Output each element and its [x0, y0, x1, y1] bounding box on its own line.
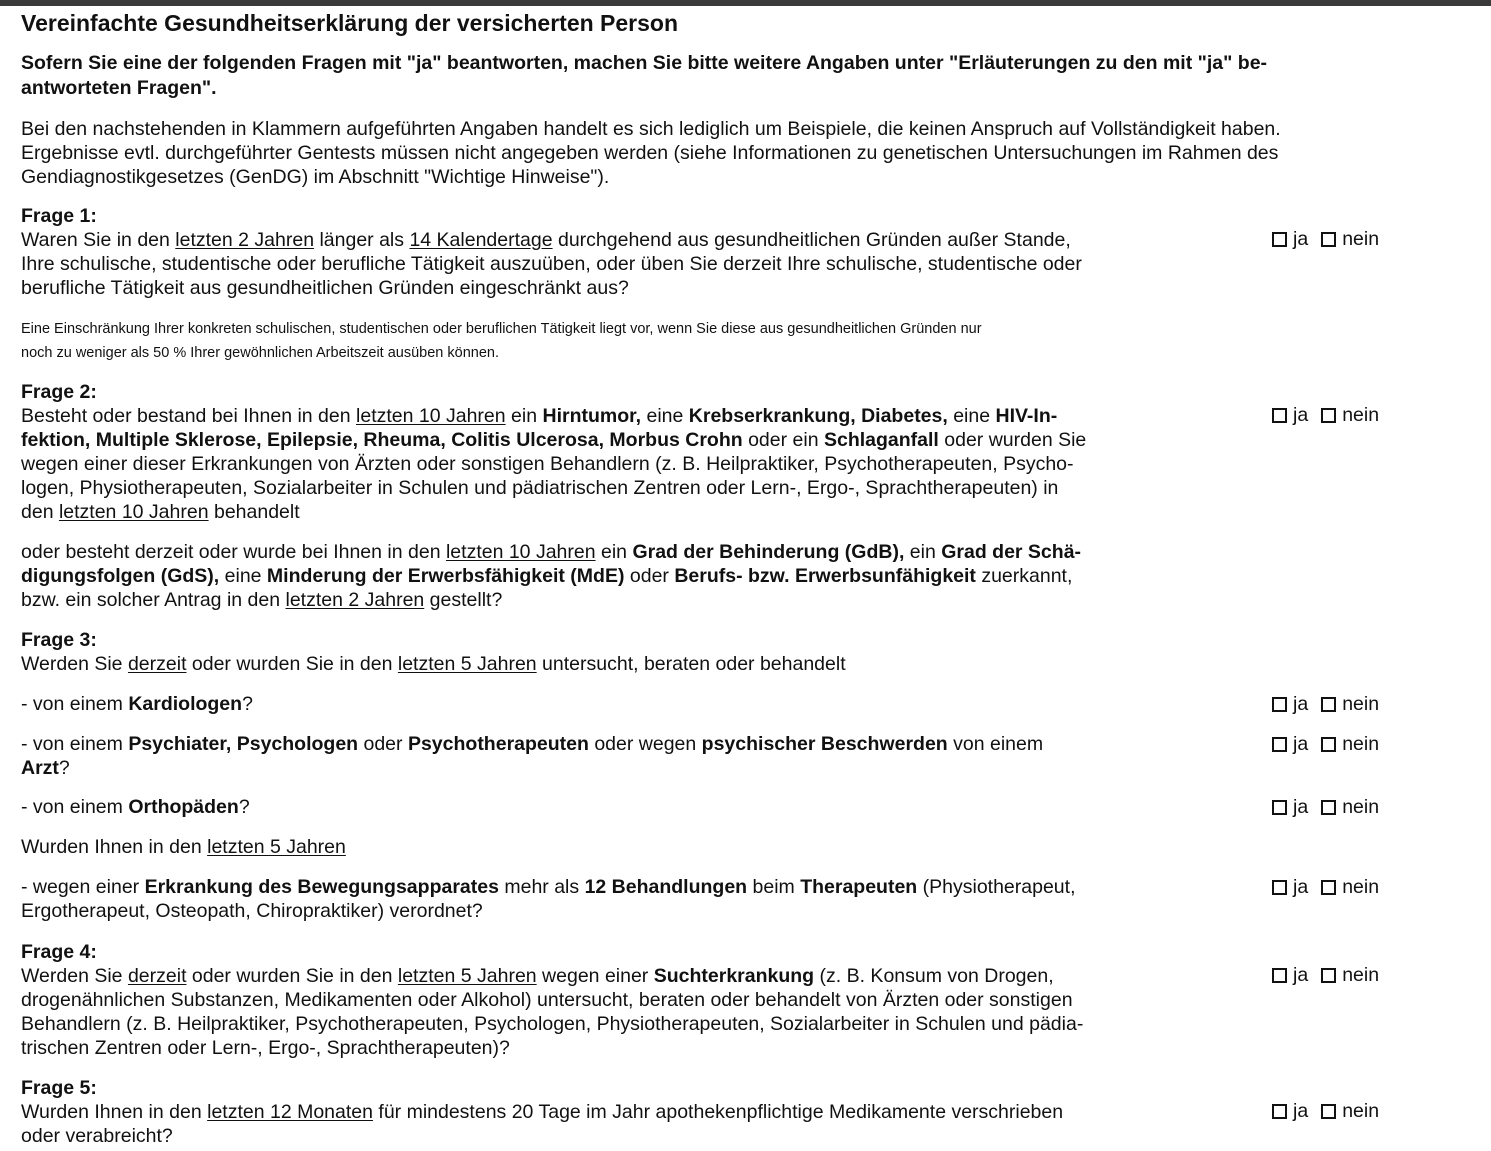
checkbox-box: [1321, 737, 1336, 752]
checkbox-box: [1321, 697, 1336, 712]
question-3c-nein-checkbox[interactable]: nein: [1321, 795, 1379, 819]
question-2-line-1: Besteht oder bestand bei Ihnen in den letzten 10 Jahren ein Hirntumor, eine Krebserkrankung, Diabetes, eine HIV-In-: [21, 405, 1058, 427]
question-2-options: [1272, 403, 1379, 427]
question-3b-ja-checkbox[interactable]: ja: [1272, 732, 1308, 756]
question-3a-ja-checkbox[interactable]: ja: [1272, 692, 1308, 716]
intro-line-2: Ergebnisse evtl. durchgeführter Gentests müssen nicht angegeben werden (siehe Informationen zu genetischen Untersuchungen im Rahmen des: [21, 142, 1279, 164]
question-2-line-2: fektion, Multiple Sklerose, Epilepsie, Rheuma, Colitis Ulcerosa, Morbus Crohn oder ein Schlaganfall oder wurden Sie: [21, 429, 1087, 451]
question-1-nein-checkbox[interactable]: nein: [1321, 227, 1379, 251]
question-1-note-line-2: noch zu weniger als 50 % Ihrer gewöhnlichen Arbeitszeit ausüben können.: [21, 345, 499, 361]
question-4-ja-checkbox[interactable]: ja: [1272, 963, 1308, 987]
question-5-heading: Frage 5:: [21, 1077, 97, 1099]
checkbox-box: [1272, 968, 1287, 983]
checkbox-box: [1321, 800, 1336, 815]
question-5-line-2: oder verabreicht?: [21, 1125, 173, 1147]
intro-bold-line-1: Sofern Sie eine der folgenden Fragen mit "ja" beantworten, machen Sie bitte weitere Angaben unter "Erläuterungen zu den mit "ja" be-: [21, 52, 1268, 74]
question-1-options: [1272, 227, 1379, 251]
question-1-line-1: Waren Sie in den letzten 2 Jahren länger als 14 Kalendertage durchgehend aus gesundheitlichen Gründen außer Stande,: [21, 229, 1071, 251]
question-1-heading: Frage 1:: [21, 205, 97, 227]
question-2-ja-checkbox[interactable]: ja: [1272, 403, 1308, 427]
question-5-nein-checkbox[interactable]: nein: [1321, 1099, 1379, 1123]
question-3e-line-1: - wegen einer Erkrankung des Bewegungsapparates mehr als 12 Behandlungen beim Therapeuten (Physiotherapeut,: [21, 876, 1076, 898]
checkbox-box: [1272, 1104, 1287, 1119]
question-3c-ja-checkbox[interactable]: ja: [1272, 795, 1308, 819]
question-2-line-4: logen, Physiotherapeuten, Sozialarbeiter in Schulen und pädiatrischen Zentren oder Lern-, Ergo-, Sprachtherapeuten) in: [21, 477, 1059, 499]
question-2-part2-line-1: oder besteht derzeit oder wurde bei Ihnen in den letzten 10 Jahren ein Grad der Behinderung (GdB), ein Grad der Schä-: [21, 541, 1082, 563]
checkbox-box: [1321, 880, 1336, 895]
question-4-line-1: Werden Sie derzeit oder wurden Sie in den letzten 5 Jahren wegen einer Suchterkrankung (z. B. Konsum von Drogen,: [21, 965, 1054, 987]
intro-line-1: Bei den nachstehenden in Klammern aufgeführten Angaben handelt es sich lediglich um Beispiele, die keinen Anspruch auf Vollständigkeit haben.: [21, 118, 1281, 140]
question-3b-line-1: - von einem Psychiater, Psychologen oder Psychotherapeuten oder wegen psychischer Beschwerden von einem: [21, 733, 1044, 755]
checkbox-box: [1272, 408, 1287, 423]
question-2-part2-line-3: bzw. ein solcher Antrag in den letzten 2 Jahren gestellt?: [21, 589, 503, 611]
question-3e-nein-checkbox[interactable]: nein: [1321, 875, 1379, 899]
checkbox-box: [1272, 880, 1287, 895]
question-5-line-1: Wurden Ihnen in den letzten 12 Monaten für mindestens 20 Tage im Jahr apothekenpflichtige Medikamente verschrieben: [21, 1101, 1064, 1123]
question-4-line-4: trischen Zentren oder Lern-, Ergo-, Sprachtherapeuten)?: [21, 1037, 510, 1059]
intro-bold-line-2: antworteten Fragen".: [21, 77, 217, 99]
top-bar: [0, 0, 1491, 6]
question-3a-options: [1272, 692, 1379, 716]
question-2-line-3: wegen einer dieser Erkrankungen von Ärzten oder sonstigen Behandlern (z. B. Heilpraktiker, Psychotherapeuten, Psycho-: [21, 453, 1074, 475]
question-3a-nein-checkbox[interactable]: nein: [1321, 692, 1379, 716]
checkbox-box: [1321, 232, 1336, 247]
checkbox-box: [1321, 408, 1336, 423]
checkbox-box: [1272, 800, 1287, 815]
question-3b-options: [1272, 732, 1379, 756]
question-2-part2-line-2: digungsfolgen (GdS), eine Minderung der Erwerbsfähigkeit (MdE) oder Berufs- bzw. Erwerbsunfähigkeit zuerkannt,: [21, 565, 1073, 587]
question-3d-line: Wurden Ihnen in den letzten 5 Jahren: [21, 836, 346, 858]
question-3b-nein-checkbox[interactable]: nein: [1321, 732, 1379, 756]
checkbox-box: [1321, 1104, 1336, 1119]
question-4-nein-checkbox[interactable]: nein: [1321, 963, 1379, 987]
question-3e-line-2: Ergotherapeut, Osteopath, Chiropraktiker) verordnet?: [21, 900, 483, 922]
question-2-line-5: den letzten 10 Jahren behandelt: [21, 501, 300, 523]
checkbox-box: [1272, 232, 1287, 247]
question-4-line-2: drogenähnlichen Substanzen, Medikamenten oder Alkohol) untersucht, beraten oder behandelt von Ärzten oder sonstigen: [21, 989, 1073, 1011]
question-4-options: [1272, 963, 1379, 987]
intro-line-3: Gendiagnostikgesetzes (GenDG) im Abschnitt "Wichtige Hinweise").: [21, 166, 610, 188]
question-4-line-3: Behandlern (z. B. Heilpraktiker, Psychotherapeuten, Psychologen, Physiotherapeuten, Sozialarbeiter in Schulen und pädia-: [21, 1013, 1084, 1035]
question-3b-line-2: Arzt?: [21, 757, 70, 779]
question-1-line-3: berufliche Tätigkeit aus gesundheitlichen Gründen eingeschränkt aus?: [21, 277, 629, 299]
question-3-line-1: Werden Sie derzeit oder wurden Sie in den letzten 5 Jahren untersucht, beraten oder behandelt: [21, 653, 846, 675]
checkbox-box: [1321, 968, 1336, 983]
checkbox-box: [1272, 697, 1287, 712]
question-1-ja-checkbox[interactable]: ja: [1272, 227, 1308, 251]
question-3e-options: [1272, 875, 1379, 899]
question-1-note-line-1: Eine Einschränkung Ihrer konkreten schulischen, studentischen oder beruflichen Tätigkeit liegt vor, wenn Sie diese aus gesundheitlichen Gründen nur: [21, 321, 982, 337]
question-1-line-2: Ihre schulische, studentische oder berufliche Tätigkeit auszuüben, oder üben Sie derzeit Ihre schulische, studentische oder: [21, 253, 1082, 275]
question-2-heading: Frage 2:: [21, 381, 97, 403]
checkbox-box: [1272, 737, 1287, 752]
question-3e-ja-checkbox[interactable]: ja: [1272, 875, 1308, 899]
question-3-heading: Frage 3:: [21, 629, 97, 651]
question-5-options: [1272, 1099, 1379, 1123]
question-3c-line: - von einem Orthopäden?: [21, 796, 250, 818]
question-3c-options: [1272, 795, 1379, 819]
question-4-heading: Frage 4:: [21, 941, 97, 963]
page-title: Vereinfachte Gesundheitserklärung der versicherten Person: [21, 10, 679, 36]
question-2-nein-checkbox[interactable]: nein: [1321, 403, 1379, 427]
question-3a-line: - von einem Kardiologen?: [21, 693, 253, 715]
question-5-ja-checkbox[interactable]: ja: [1272, 1099, 1308, 1123]
